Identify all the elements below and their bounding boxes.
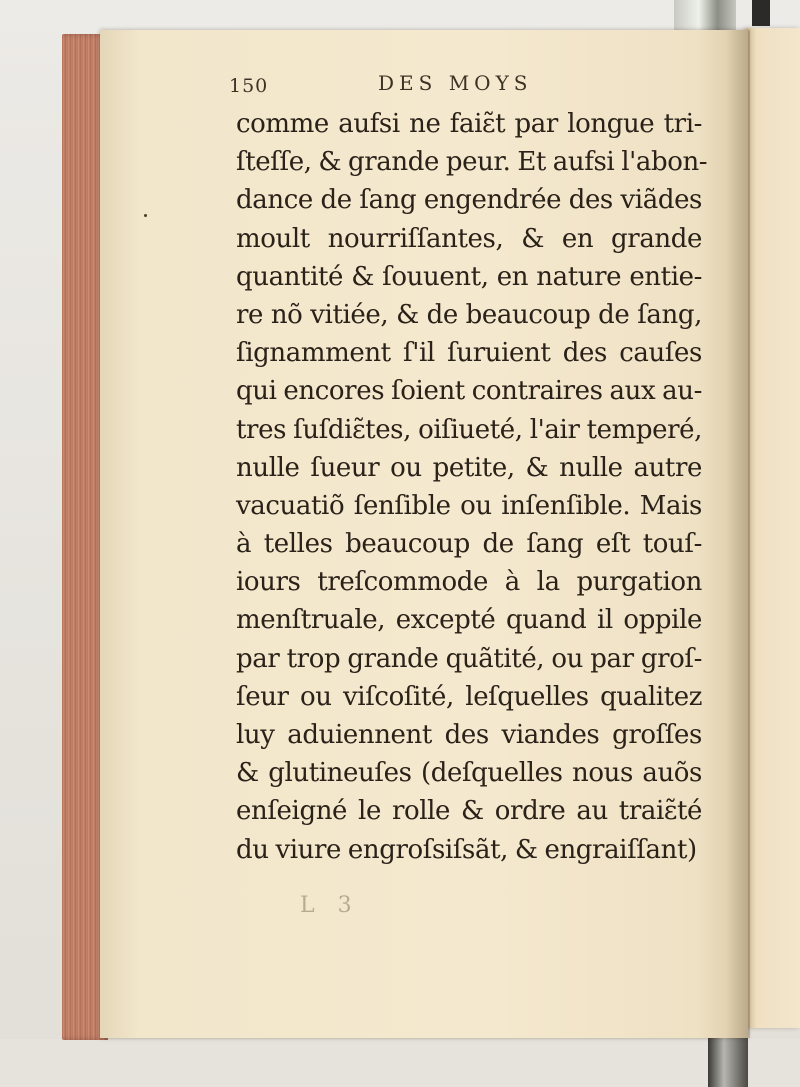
text-line: dance de ſang engendrée des viãdes (236, 185, 702, 216)
text-line: ſeur ou viſcoſité, leſquelles qualitez (236, 681, 702, 712)
facing-page (746, 28, 800, 1028)
text-line: menſtruale, excepté quand il oppile (236, 605, 702, 636)
text-line: enſeigné le rolle & ordre au traiɛ̃té (236, 796, 702, 827)
text-line: nulle ſueur ou petite, & nulle autre (236, 452, 702, 483)
text-line: par trop grande quãtité, ou par groſ- (236, 643, 702, 674)
text-line: re nõ vitiée, & de beaucoup de ſang, (236, 299, 702, 330)
book-clamp-top-dark (752, 0, 770, 26)
text-line: quantité & ſouuent, en nature entie- (236, 261, 702, 292)
page-number: 150 (229, 75, 269, 97)
ink-speck (144, 214, 147, 217)
text-line: iours treſcommode à la purgation (236, 567, 702, 598)
text-line: luy aduiennent des viandes groſſes (236, 720, 702, 750)
signature-mark: L 3 (300, 893, 360, 918)
body-text (236, 105, 708, 869)
text-line: du viure engroſsiſsãt, & engraiſſant) (236, 834, 697, 865)
gutter-shadow (726, 30, 750, 1038)
text-line: ſteſſe, & grande peur. Et aufsi l'abon- (236, 147, 708, 178)
scan-bottom-margin (0, 1039, 800, 1087)
running-head: DES MOYS (378, 71, 533, 95)
text-line: vacuatiõ ſenſible ou inſenſible. Mais (236, 490, 702, 521)
text-line: moult nourriſſantes, & en grande (236, 223, 702, 254)
text-line: qui encores ſoient contraires aux au- (236, 376, 702, 407)
book-clamp-top (674, 0, 736, 30)
text-line: à telles beaucoup de ſang eſt touſ- (236, 529, 702, 560)
text-line: & glutineuſes (deſquelles nous auõs (236, 758, 702, 789)
text-line: comme aufsi ne faiɛ̃t par longue tri- (236, 109, 702, 139)
text-line: tres ſuſdiɛ̃tes, oiſiueté, l'air temperé, (236, 414, 702, 445)
text-line: ſignamment ſ'il ſuruient des cauſes (236, 338, 702, 369)
